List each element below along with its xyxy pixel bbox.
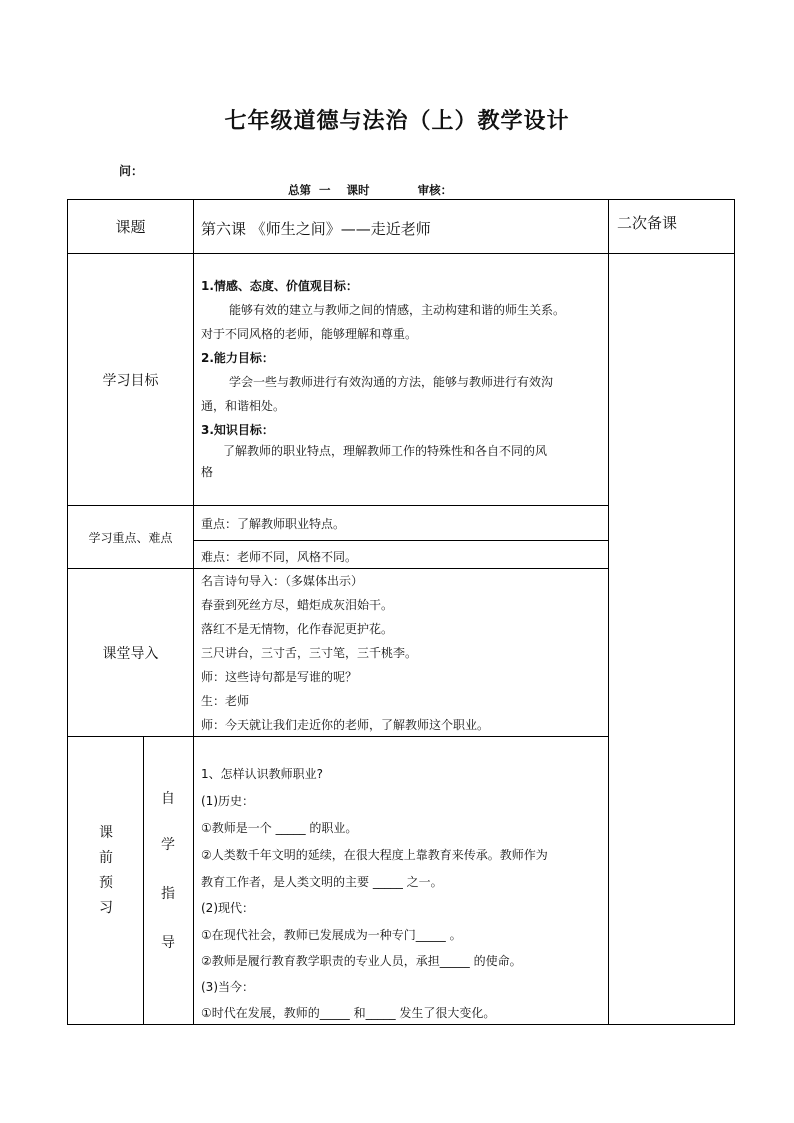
goals-label: 学习目标 [102,372,159,389]
goal-heading-2: 2.能力目标： [201,351,274,365]
self-study-char: 导 [161,935,175,951]
preview-line: (3)当今： [201,980,254,994]
self-study-char: 自 [161,791,175,807]
preview-line: (1)历史： [201,794,254,808]
subject-label: 课题 [115,218,146,236]
subject-value: 第六课 《师生之间》——走近老师 [201,220,431,238]
focus-point: 重点：了解教师职业特点。 [201,517,346,531]
preview-line: ②人类数千年文明的延续，在很大程度上靠教育来传承。教师作为 [201,848,548,862]
self-study-char: 学 [161,837,175,853]
meta-info-line: 问： [119,164,144,178]
second-prep-label: 二次备课 [617,214,678,232]
intro-line: 三尺讲台，三寸舌，三寸笔，三千桃李。 [201,646,418,660]
goal-heading-1: 1.情感、态度、价值观目标： [201,279,358,293]
goal-text: 对于不同风格的老师，能够理解和尊重。 [201,327,418,341]
preview-line: ①教师是一个 _____ 的职业。 [201,821,358,835]
page-title: 七年级道德与法治（上）教学设计 [224,109,570,134]
keypoints-label: 学习重点、难点 [88,530,173,545]
preview-line: (2)现代： [201,901,254,915]
preview-line: 教育工作者，是人类文明的主要 _____ 之一。 [201,875,443,889]
preview-label-char: 预 [99,875,113,891]
self-study-char: 指 [161,886,175,902]
goal-text: 了解教师的职业特点，理解教师工作的特殊性和各自不同的风 [223,444,548,458]
intro-line: 春蚕到死丝方尽，蜡炬成灰泪始干。 [201,598,394,612]
goal-text: 能够有效的建立与教师之间的情感，主动构建和谐的师生关系。 [229,303,566,317]
preview-label-char: 课 [99,825,113,841]
goal-text: 通，和谐相处。 [201,399,286,413]
goal-text: 学会一些与教师进行有效沟通的方法，能够与教师进行有效沟 [229,375,554,389]
goal-text: 格 [201,465,214,479]
preview-label-char: 习 [99,900,113,916]
goal-heading-3: 3.知识目标： [201,423,274,437]
intro-line: 落红不是无情物，化作春泥更护花。 [201,622,394,636]
preview-label-char: 前 [99,850,113,866]
intro-line: 生：老师 [201,694,250,708]
preview-line: ①在现代社会，教师已发展成为一种专门_____ 。 [201,928,462,942]
preview-line: 1、怎样认识教师职业? [201,767,324,781]
difficulty-point: 难点：老师不同，风格不同。 [201,550,358,564]
intro-label: 课堂导入 [102,645,159,662]
intro-line: 名言诗句导入：（多媒体出示） [201,574,364,588]
lesson-meta-line: 总第 一 课时 审核： [288,183,453,197]
preview-line: ②教师是履行教育教学职责的专业人员，承担_____ 的使命。 [201,954,522,968]
preview-line: ①时代在发展，教师的_____ 和_____ 发生了很大变化。 [201,1006,496,1020]
intro-line: 师：今天就让我们走近你的老师，了解教师这个职业。 [201,718,490,732]
intro-line: 师：这些诗句都是写谁的呢？ [201,670,358,684]
